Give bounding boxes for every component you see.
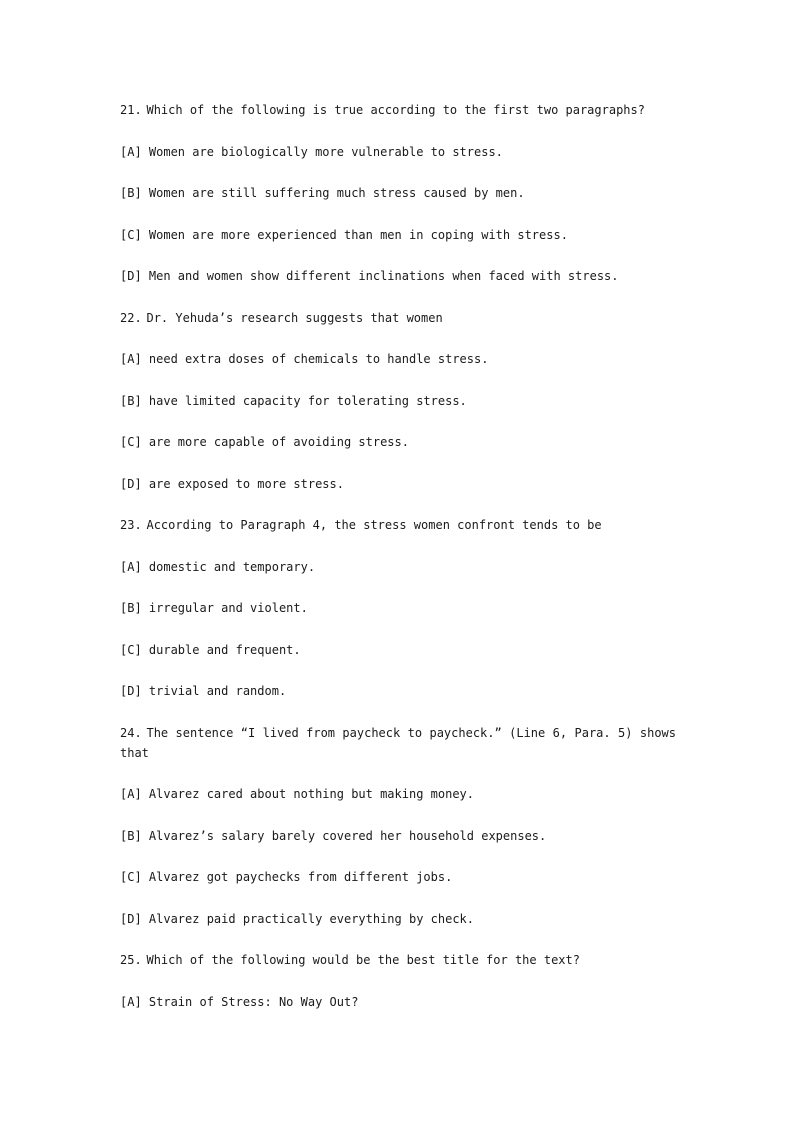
question-text: The sentence “I lived from paycheck to paycheck.” (Line 6, Para. 5) shows that	[120, 725, 676, 760]
question-stem	[120, 308, 676, 328]
option-d: [D] are exposed to more stress.	[120, 476, 344, 491]
option-b: [B] irregular and violent.	[120, 601, 308, 615]
option-a: [A] need extra doses of chemicals to handle stress.	[120, 352, 489, 366]
option-d: [D] trivial and random.	[120, 684, 287, 698]
option-b: [B] Women are still suffering much stress caused by men.	[120, 186, 525, 200]
question-23	[120, 515, 676, 701]
option-c: [C] are more capable of avoiding stress.	[120, 435, 409, 449]
option-c: [C] durable and frequent.	[120, 642, 301, 657]
option-d: [D] Alvarez paid practically everything by check.	[120, 911, 475, 926]
option-a: [A] domestic and temporary.	[120, 559, 316, 574]
question-stem	[120, 723, 676, 763]
option-c: [C] Alvarez got paychecks from different jobs.	[120, 870, 453, 884]
question-number: 21.	[120, 103, 142, 117]
option-d: [D] Men and women show different inclinations when faced with stress.	[120, 269, 619, 283]
option-a: [A] Women are biologically more vulnerable to stress.	[120, 144, 503, 159]
question-number: 25.	[120, 953, 142, 967]
question-number: 23.	[120, 518, 142, 532]
question-stem	[120, 515, 676, 535]
question-24	[120, 723, 676, 929]
question-number: 22.	[120, 310, 142, 325]
question-22	[120, 308, 676, 494]
option-b: [B] have limited capacity for tolerating stress.	[120, 393, 467, 408]
question-text: According to Paragraph 4, the stress women confront tends to be	[146, 518, 602, 532]
question-stem	[120, 100, 676, 120]
option-c: [C] Women are more experienced than men in coping with stress.	[120, 227, 568, 242]
question-number: 24.	[120, 725, 142, 740]
option-a: [A] Alvarez cared about nothing but making money.	[120, 787, 475, 801]
question-text: Which of the following would be the best title for the text?	[146, 953, 580, 967]
question-25	[120, 950, 676, 1012]
question-text: Which of the following is true according to the first two paragraphs?	[146, 103, 645, 117]
question-stem	[120, 950, 676, 970]
question-21	[120, 100, 676, 286]
option-a: [A] Strain of Stress: No Way Out?	[120, 994, 359, 1009]
question-text: Dr. Yehuda’s research suggests that women	[146, 310, 443, 325]
document-page	[120, 100, 676, 1033]
option-b: [B] Alvarez’s salary barely covered her household expenses.	[120, 828, 547, 843]
